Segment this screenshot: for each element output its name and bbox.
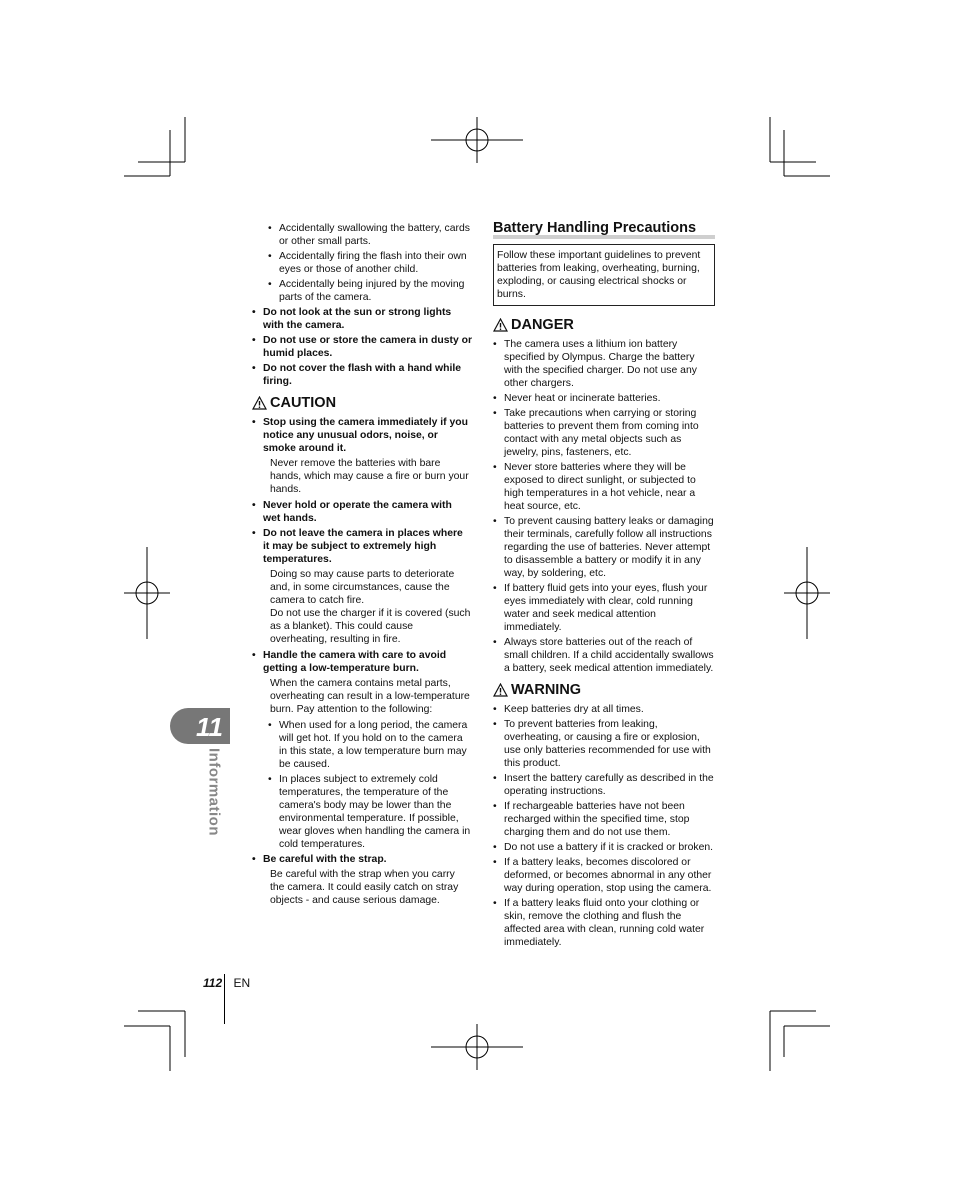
paragraph: Doing so may cause parts to deteriorate and, in some circumstances, cause the camera to catch fire. [270, 569, 455, 606]
language-code: EN [233, 976, 251, 990]
list-item: • Never heat or incinerate batteries. [493, 392, 715, 405]
left-column [252, 222, 472, 910]
paragraph: When the camera contains metal parts, overheating can result in a low-temperature burn. Pay attention to the following: [270, 678, 470, 715]
caution-heading-label: CAUTION [270, 394, 337, 411]
list-item: • When used for a long period, the camera will get hot. If you hold on to the camera in this state, a low temperature burn may be caused. [252, 719, 472, 771]
list-item: • In places subject to extremely cold temperatures, the temperature of the camera's body may be lower than the environmental temperature. If possible, wear gloves when handling the camera in cold temperatures. [252, 773, 472, 851]
warning-heading-label: WARNING [511, 681, 582, 698]
chapter-label: Information [205, 748, 223, 836]
paragraph: Do not use the charger if it is covered (such as a blanket). This could cause overheating, resulting in fire. [270, 608, 471, 645]
list-item: • If a battery leaks, becomes discolored or deformed, or becomes abnormal in any other way during operation, stop using the camera. [493, 856, 715, 895]
list-item: • To prevent batteries from leaking, overheating, or causing a fire or explosion, use only batteries recommended for use with this product. [493, 718, 715, 770]
caution-heading [252, 396, 472, 410]
list-item: • Accidentally being injured by the moving parts of the camera. [252, 278, 472, 304]
list-item: • Never store batteries where they will be exposed to direct sunlight, or subjected to high temperatures in a hot vehicle, near a heat source, etc. [493, 461, 715, 513]
list-item: • To prevent causing battery leaks or damaging their terminals, carefully follow all instructions regarding the use of batteries. Never attempt to disassemble a battery or modify it in any way, by soldering, etc. [493, 515, 715, 580]
warning-triangle-icon [493, 318, 508, 332]
footer-divider [224, 974, 225, 1024]
paragraph: Be careful with the strap when you carry the camera. It could easily catch on stray objects - and cause serious damage. [270, 869, 459, 906]
paragraph: Never remove the batteries with bare hands, which may cause a fire or burn your hands. [270, 458, 469, 495]
warning-triangle-icon [493, 683, 508, 697]
list-item: • Do not leave the camera in places where it may be subject to extremely high temperatures. [252, 527, 472, 566]
danger-heading-label: DANGER [511, 316, 574, 333]
list-item: • Stop using the camera immediately if you notice any unusual odors, noise, or smoke around it. [252, 416, 472, 455]
list-item: • If a battery leaks fluid onto your clothing or skin, remove the clothing and flush the affected area with clean, running cold water immediately. [493, 897, 715, 949]
chapter-number: 11 [196, 712, 223, 742]
list-item: • Take precautions when carrying or storing batteries to prevent them from coming into contact with any metal objects such as jewelry, pins, fasteners, etc. [493, 407, 715, 459]
list-item: • If battery fluid gets into your eyes, flush your eyes immediately with clear, cold running water and seek medical attention immediately. [493, 582, 715, 634]
list-item: • If rechargeable batteries have not been recharged within the specified time, stop charging them and do not use them. [493, 800, 715, 839]
list-item: • Do not look at the sun or strong lights with the camera. [252, 306, 472, 332]
page-number: 112 [203, 976, 223, 990]
list-item: • Do not cover the flash with a hand while firing. [252, 362, 472, 388]
list-item: • Do not use or store the camera in dusty or humid places. [252, 334, 472, 360]
danger-heading [493, 318, 715, 332]
right-column [493, 222, 715, 951]
list-item: • Do not use a battery if it is cracked or broken. [493, 841, 715, 854]
list-item: • Be careful with the strap. [252, 853, 472, 866]
list-item: • Accidentally firing the flash into their own eyes or those of another child. [252, 250, 472, 276]
page-footer [203, 976, 250, 990]
section-title: Battery Handling Precautions [493, 220, 697, 236]
list-item: • Accidentally swallowing the battery, cards or other small parts. [252, 222, 472, 248]
warning-heading [493, 683, 715, 697]
intro-box: Follow these important guidelines to prevent batteries from leaking, overheating, burning, exploding, or causing electrical shocks or burns. [493, 244, 715, 306]
list-item: • Handle the camera with care to avoid getting a low-temperature burn. [252, 649, 472, 675]
list-item: • Insert the battery carefully as described in the operating instructions. [493, 772, 715, 798]
warning-triangle-icon [252, 396, 267, 410]
list-item: • Keep batteries dry at all times. [493, 703, 715, 716]
list-item: • The camera uses a lithium ion battery specified by Olympus. Charge the battery with the specified charger. Do not use any other chargers. [493, 338, 715, 390]
list-item: • Never hold or operate the camera with wet hands. [252, 499, 472, 525]
list-item: • Always store batteries out of the reach of small children. If a child accidentally swallows a battery, seek medical attention immediately. [493, 636, 715, 675]
